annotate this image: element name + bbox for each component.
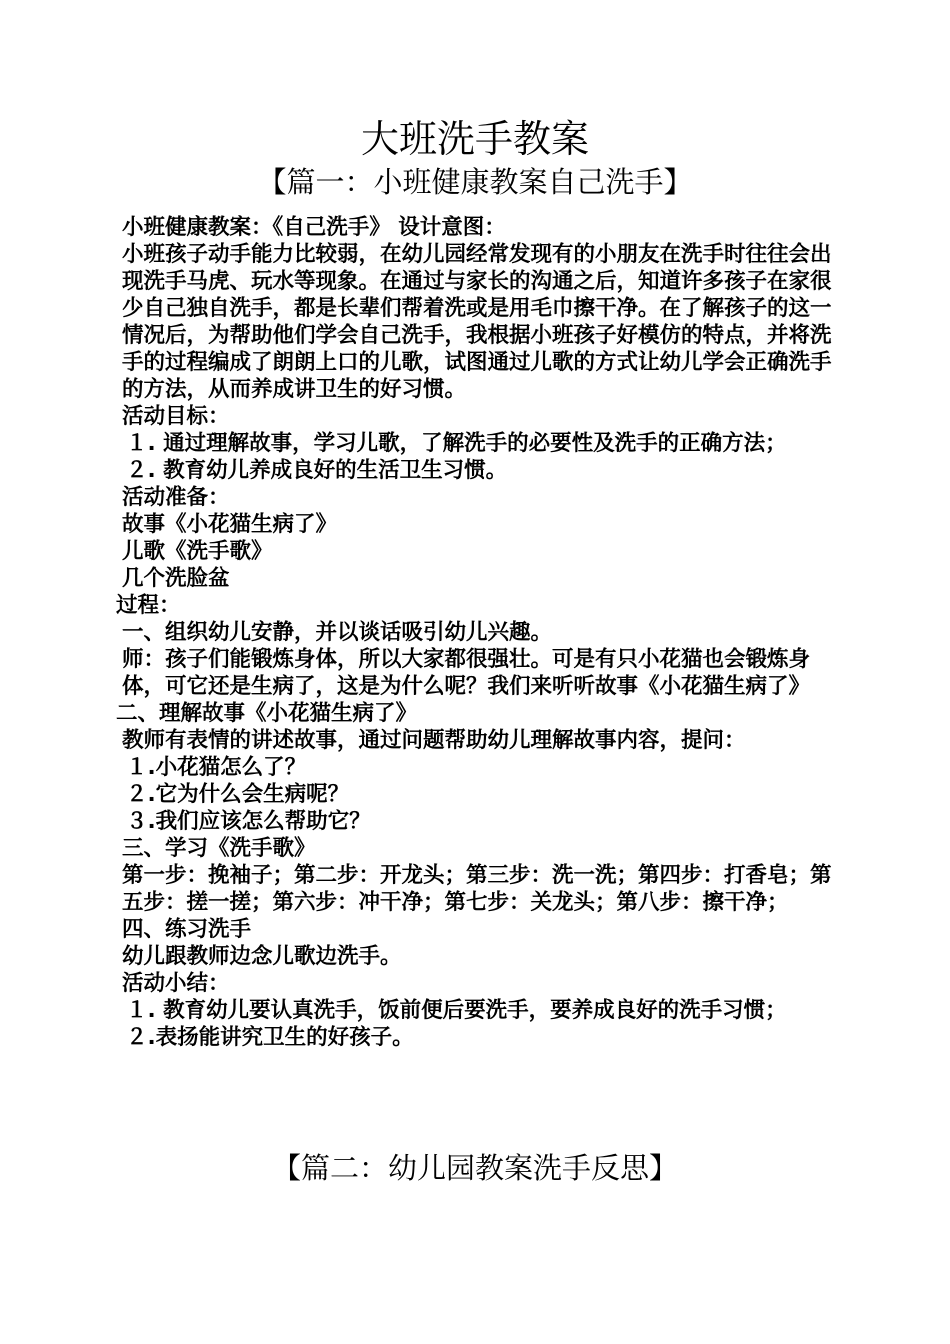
paragraph-story-telling: 教师有表情的讲述故事，通过问题帮助幼儿理解故事内容，提问： bbox=[122, 728, 746, 753]
paragraph-step-4: 四、练习洗手 bbox=[122, 917, 252, 942]
paragraph-song-steps: 第一步：挽袖子；第二步：开龙头；第三步：洗一洗；第四步：打香皂；第五步：搓一搓；第六步：冲干净；第七步：关龙头；第八步：擦干净； bbox=[122, 863, 832, 915]
paragraph-goal-1: １. 通过理解故事，学习儿歌，了解洗手的必要性及洗手的正确方法； bbox=[126, 431, 787, 456]
paragraph-goal-2: ２. 教育幼儿养成良好的生活卫生习惯。 bbox=[126, 458, 508, 483]
paragraph-summary-heading: 活动小结： bbox=[122, 971, 230, 996]
paragraph-question-1: １.小花猫怎么了？ bbox=[126, 755, 307, 780]
paragraph-step-3: 三、学习《洗手歌》 bbox=[122, 836, 316, 861]
section-heading-2: 【篇二：幼儿园教案洗手反思】 bbox=[271, 1151, 678, 1185]
paragraph-intro: 小班健康教案：《自己洗手》 设计意图： bbox=[122, 215, 506, 240]
paragraph-process-heading: 过程： bbox=[116, 593, 181, 618]
paragraph-step-1: 一、组织幼儿安静，并以谈话吸引幼儿兴趣。 bbox=[122, 620, 553, 645]
paragraph-question-3: ３.我们应该怎么帮助它？ bbox=[126, 809, 371, 834]
paragraph-goals-heading: 活动目标： bbox=[122, 404, 230, 429]
paragraph-question-2: ２.它为什么会生病呢？ bbox=[126, 782, 350, 807]
paragraph-prep-basins: 几个洗脸盆 bbox=[122, 566, 230, 591]
paragraph-design-intent: 小班孩子动手能力比较弱，在幼儿园经常发现有的小朋友在洗手时往往会出现洗手马虎、玩水等现象。在通过与家长的沟通之后，知道许多孩子在家很少自己独自洗手，都是长辈们帮着洗或是用毛巾擦干净。在了解孩子的这一情况后，为帮助他们学会自己洗手，我根据小班孩子好模仿的特点，并将洗手的过程编成了朗朗上口的儿歌，试图通过儿歌的方式让幼儿学会正确洗手的方法，从而养成讲卫生的好习惯。 bbox=[122, 242, 832, 402]
document-title: 大班洗手教案 bbox=[360, 117, 589, 161]
paragraph-prep-story: 故事《小花猫生病了》 bbox=[122, 512, 338, 537]
document-body bbox=[116, 214, 846, 1051]
paragraph-prep-song: 儿歌《洗手歌》 bbox=[122, 539, 273, 564]
paragraph-teacher-talk: 师：孩子们能锻炼身体，所以大家都很强壮。可是有只小花猫也会锻炼身体，可它还是生病了，这是为什么呢？我们来听听故事《小花猫生病了》 bbox=[122, 647, 811, 699]
paragraph-step-2: 二、理解故事《小花猫生病了》 bbox=[116, 701, 418, 726]
section-heading-1: 【篇一：小班健康教案自己洗手】 bbox=[257, 165, 693, 199]
paragraph-summary-1: １. 教育幼儿要认真洗手，饭前便后要洗手，要养成良好的洗手习惯； bbox=[126, 998, 787, 1023]
paragraph-practice: 幼儿跟教师边念儿歌边洗手。 bbox=[122, 944, 402, 969]
paragraph-prep-heading: 活动准备： bbox=[122, 485, 230, 510]
paragraph-summary-2: ２.表扬能讲究卫生的好孩子。 bbox=[126, 1025, 414, 1050]
